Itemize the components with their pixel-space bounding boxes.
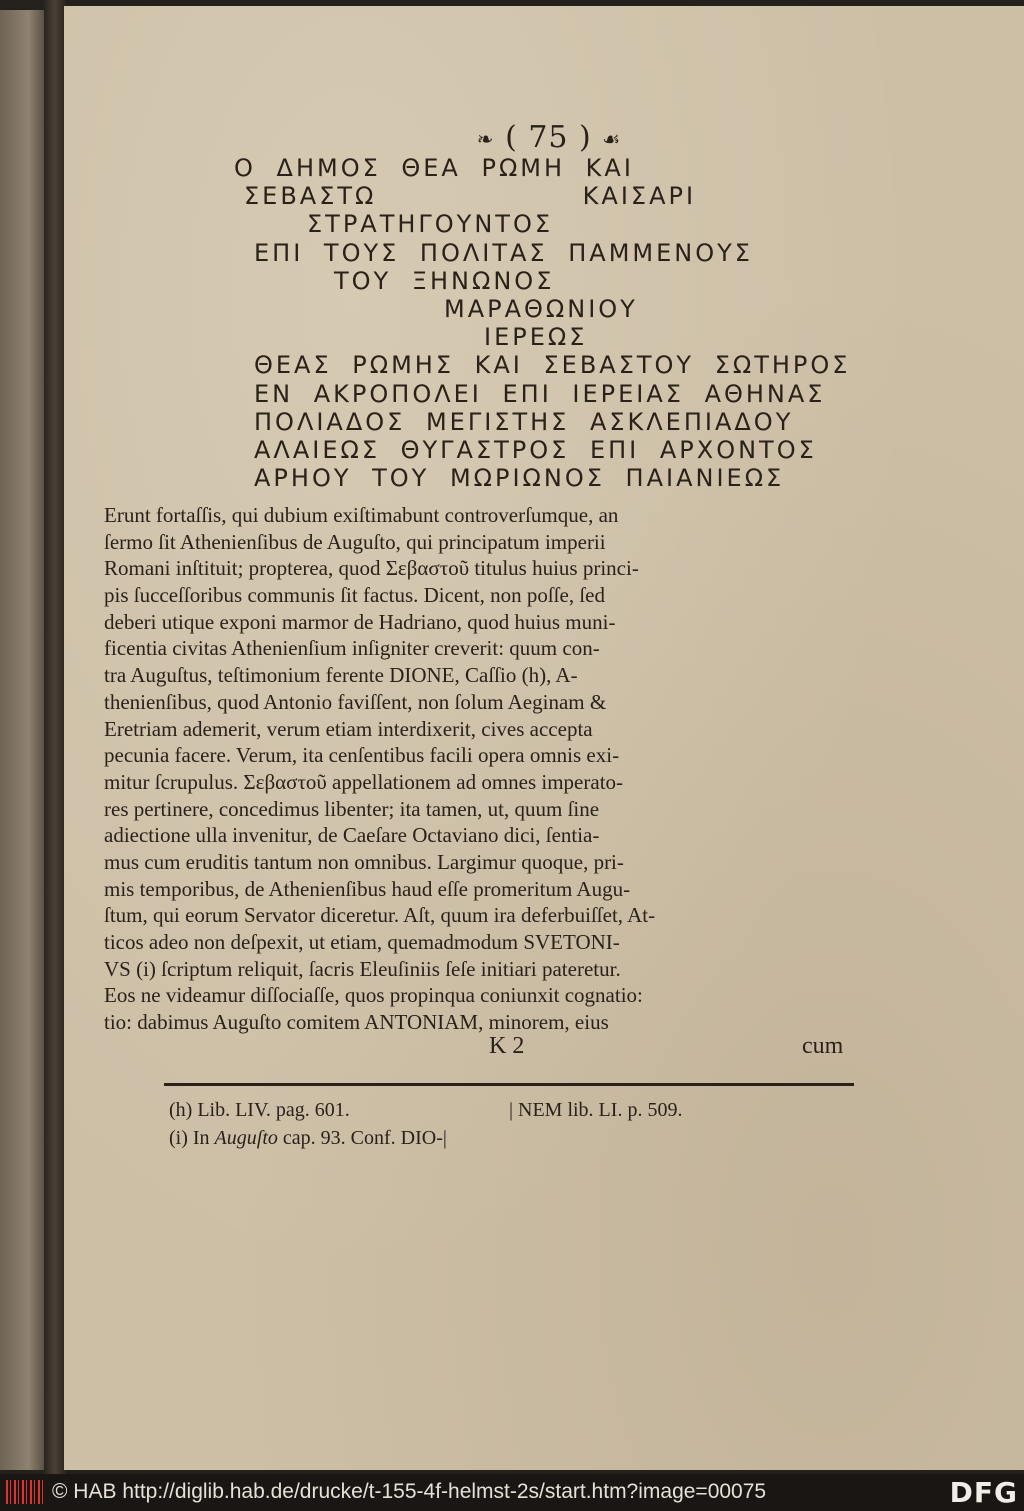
dfg-logo: DFG	[949, 1476, 1018, 1509]
footnote-h-left: (h) Lib. LIV. pag. 601.	[169, 1099, 350, 1121]
text-line: Eretriam ademerit, verum etiam interdixerit, cives accepta	[104, 716, 593, 741]
text-line: ticos adeo non deſpexit, ut etiam, quemadmodum SVETONI-	[104, 930, 620, 954]
inscription-line: ΤΟΥ ΞΗΝΩΝΟΣ	[334, 266, 555, 295]
footnote-i	[169, 1124, 769, 1152]
text-line: pis ſucceſſoribus communis ſit factus. Dicent, non poſſe, ſed	[104, 583, 605, 608]
footnote-i-prefix: (i) In	[169, 1127, 210, 1149]
latin-body-text	[104, 502, 832, 1036]
text-line: tra Auguſtus, teſtimonium ferente DIONE, Caſſio (h), A-	[104, 663, 578, 688]
text-line: VS (i) ſcriptum reliquit, ſacris Eleuſiniis ſeſe initiari pateretur.	[104, 956, 621, 981]
text-line: Eos ne videamur diſſociaſſe, quos propinqua coniunxit cognatio:	[104, 983, 643, 1008]
text-line: mis temporibus, de Athenienſibus haud eſſe promeritum Augu-	[104, 876, 631, 901]
inscription-line: ΜΑΡΑΘΩΝΙΟΥ	[444, 295, 638, 324]
footnote-h	[169, 1096, 769, 1124]
inscription-line: ΑΛΑΙΕΩΣ ΘΥΓΑΣΤΡΟΣ ΕΠΙ ΑΡΧΟΝΤΟΣ	[254, 436, 817, 465]
text-line: mitur ſcrupulus. Σεβαστοῦ appellationem ad omnes imperato-	[104, 769, 624, 794]
inscription-line: ΕΝ ΑΚΡΟΠΟΛΕΙ ΕΠΙ ΙΕΡΕΙΑΣ ΑΘΗΝΑΣ	[254, 379, 826, 408]
greek-inscription	[174, 154, 914, 492]
page-scan	[64, 6, 1024, 1470]
text-line: ficentia civitas Athenienſium inſigniter creverit: quum con-	[104, 636, 600, 661]
footnote-h-right: | NEM lib. LI. p. 509.	[509, 1099, 683, 1121]
inscription-line: ΘΕΑΣ ΡΩΜΗΣ ΚΑΙ ΣΕΒΑΣΤΟΥ ΣΩΤΗΡΟΣ	[254, 351, 851, 380]
book-gutter	[44, 0, 66, 1474]
text-line: thenienſibus, quod Antonio faviſſent, non ſolum Aeginam &	[104, 689, 607, 714]
inscription-line: ΙΕΡΕΩΣ	[484, 323, 588, 352]
footnotes	[169, 1096, 769, 1152]
text-line: mus cum eruditis tantum non omnibus. Largimur quoque, pri-	[104, 849, 624, 874]
ornament-right-icon: ☙	[602, 127, 622, 151]
text-line: deberi utique exponi marmor de Hadriano, quod huius muni-	[104, 609, 616, 634]
text-line: ſermo ſit Athenienſibus de Auguſto, qui principatum imperii	[104, 529, 606, 554]
inscription-line: ΠΟΛΙΑΔΟΣ ΜΕΓΙΣΤΗΣ ΑΣΚΛΕΠΙΑΔΟΥ	[254, 407, 794, 436]
text-line: adiectione ulla invenitur, de Caeſare Octaviano dici, ſentia-	[104, 823, 600, 848]
ornament-left-icon: ❧	[476, 127, 495, 151]
text-line: res pertinere, concedimus libenter; ita tamen, ut, quum ſine	[104, 796, 600, 821]
page-number: ( 75 )	[505, 120, 592, 155]
inscription-line: ΣΤΡΑΤΗΓΟΥΝΤΟΣ	[307, 210, 554, 239]
viewer-footer	[0, 1474, 1024, 1511]
barcode-icon	[6, 1480, 44, 1504]
inscription-line: Ο ΔΗΜΟΣ ΘΕΑ ΡΩΜΗ ΚΑΙ	[234, 154, 634, 182]
text-line: Romani inſtituit; propterea, quod Σεβαστοῦ titulus huius princi-	[104, 556, 639, 581]
catchword: cum	[802, 1033, 844, 1059]
footnote-i-suffix: cap. 93. Conf. DIO-|	[282, 1127, 447, 1149]
page-number-header	[434, 120, 664, 155]
text-line: tio: dabimus Auguſto comitem ANTONIAM, minorem, eius	[104, 1010, 609, 1035]
text-line: Erunt fortaſſis, qui dubium exiſtimabunt controverſumque, an	[104, 503, 619, 527]
signature-mark: K 2	[489, 1033, 525, 1059]
inscription-line: ΕΠΙ ΤΟΥΣ ΠΟΛΙΤΑΣ ΠΑΜΜΕΝΟΥΣ	[254, 238, 753, 267]
footnote-rule	[164, 1083, 854, 1086]
source-credit[interactable]: © HAB http://diglib.hab.de/drucke/t-155-4f-helmst-2s/start.htm?image=00075	[52, 1480, 767, 1503]
footnote-i-title: Auguſto	[214, 1127, 278, 1149]
inscription-line: ΣΕΒΑΣΤΩ ΚΑΙΣΑΡΙ	[244, 182, 697, 211]
inscription-line: ΑΡΗΟΥ ΤΟΥ ΜΩΡΙΩΝΟΣ ΠΑΙΑΝΙΕΩΣ	[254, 464, 785, 493]
text-line: ſtum, qui eorum Servator diceretur. Aſt, quum ira deferbuiſſet, At-	[104, 903, 656, 928]
text-line: pecunia facere. Verum, ita cenſentibus facili opera omnis exi-	[104, 743, 620, 768]
